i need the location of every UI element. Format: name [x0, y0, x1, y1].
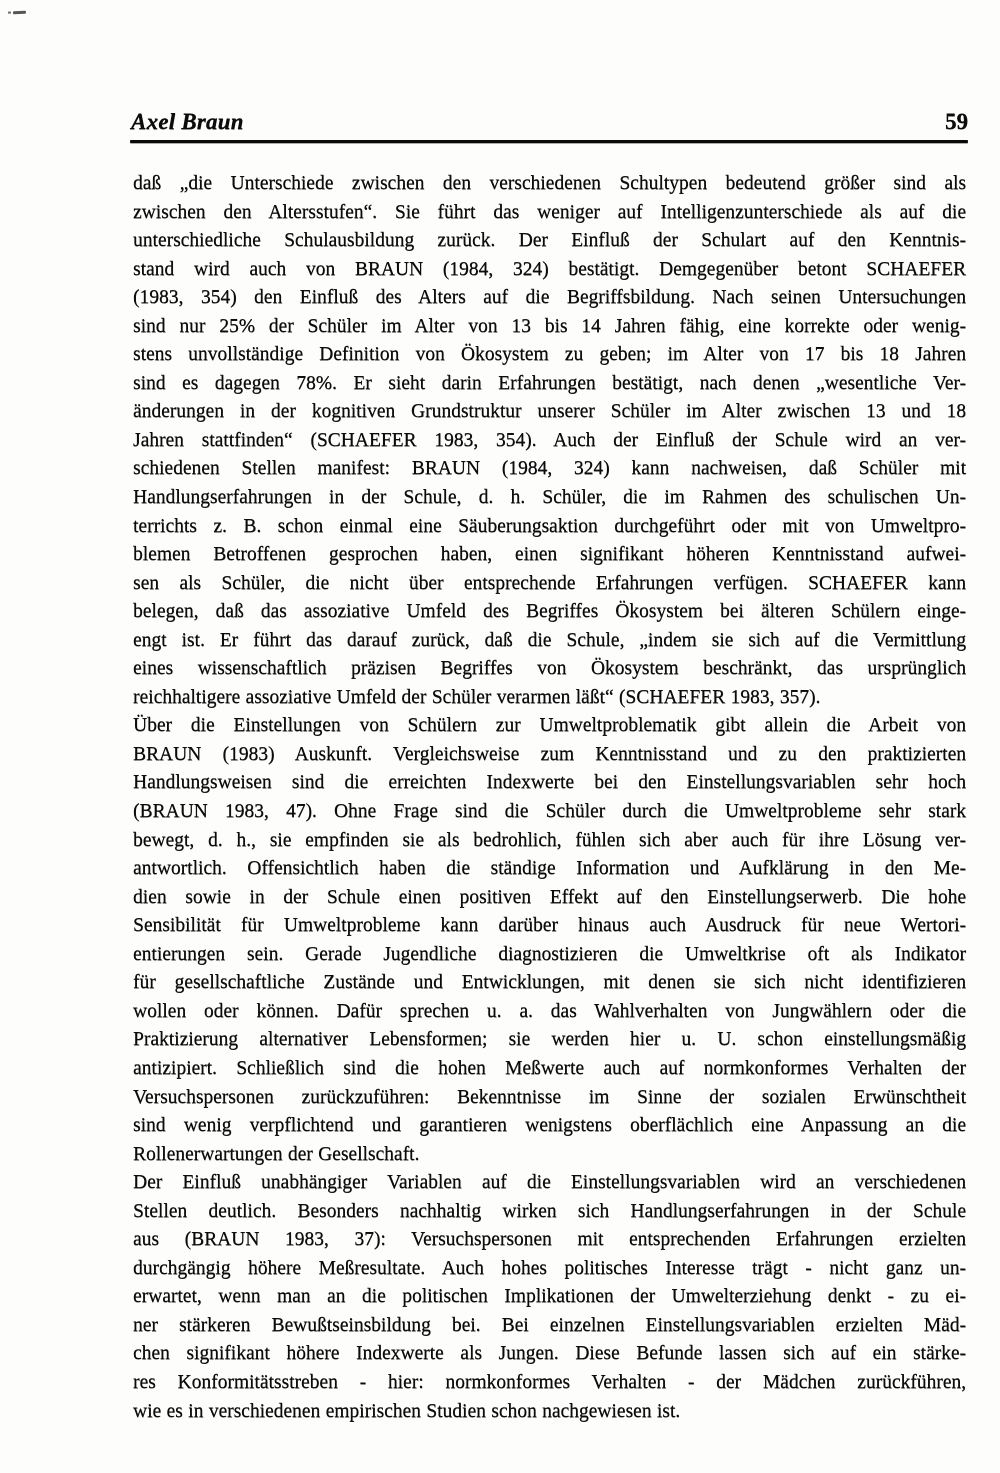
- page-number: 59: [945, 109, 968, 134]
- text-line: sind wenig verpflichtend und garantieren wenigstens oberflächlich eine Anpassung an die: [133, 1115, 966, 1137]
- text-line: dien sowie in der Schule einen positiven Effekt auf den Einstellungserwerb. Die hohe: [133, 886, 966, 908]
- text-line: stand wird auch von BRAUN (1984, 324) bestätigt. Demgegenüber betont SCHAEFER: [133, 258, 966, 280]
- text-line: antwortlich. Offensichtlich haben die ständige Information und Aufklärung in den Me-: [133, 858, 966, 880]
- text-line: Rollenerwartungen der Gesellschaft.: [133, 1143, 420, 1165]
- text-line: (1983, 354) den Einfluß des Alters auf die Begriffsbildung. Nach seinen Untersuchungen: [133, 287, 966, 309]
- text-line: blemen Betroffenen gesprochen haben, einen signifikant höheren Kenntnisstand aufwei-: [133, 544, 966, 566]
- text-line: (BRAUN 1983, 47). Ohne Frage sind die Schüler durch die Umweltprobleme sehr stark: [133, 801, 966, 823]
- text-line: Sensibilität für Umweltprobleme kann darüber hinaus auch Ausdruck für neue Wertori-: [133, 915, 966, 937]
- text-line: Handlungserfahrungen in der Schule, d. h. Schüler, die im Rahmen des schulischen Un-: [133, 487, 966, 509]
- text-line: terrichts z. B. schon einmal eine Säuberungsaktion durchgeführt oder mit von Umweltpro-: [133, 515, 966, 537]
- text-line: bewegt, d. h., sie empfinden sie als bedrohlich, fühlen sich aber auch für ihre Lösung ver-: [133, 829, 966, 851]
- text-line: BRAUN (1983) Auskunft. Vergleichsweise zum Kenntnisstand und zu den praktizierten: [133, 743, 966, 765]
- text-line: Über die Einstellungen von Schülern zur Umweltproblematik gibt allein die Arbeit von: [133, 715, 966, 737]
- text-line: änderungen in der kognitiven Grundstruktur unserer Schüler im Alter zwischen 13 und 18: [133, 401, 966, 423]
- text-line: durchgängig höhere Meßresultate. Auch hohes politisches Interesse trägt - nicht ganz un-: [133, 1257, 966, 1279]
- text-line: sen als Schüler, die nicht über entsprechende Erfahrungen verfügen. SCHAEFER kann: [133, 572, 966, 594]
- text-line: erwartet, wenn man an die politischen Implikationen der Umwelterziehung denkt - zu ei-: [133, 1286, 966, 1308]
- text-line: wollen oder können. Dafür sprechen u. a. das Wahlverhalten von Jungwählern oder die: [133, 1000, 966, 1022]
- text-line: für gesellschaftliche Zustände und Entwicklungen, mit denen sie sich nicht identifizieren: [133, 972, 966, 994]
- text-line: Stellen deutlich. Besonders nachhaltig wirken sich Handlungserfahrungen in der Schule: [133, 1200, 966, 1222]
- running-header-author: Axel Braun: [131, 109, 244, 134]
- text-line: sind nur 25% der Schüler im Alter von 13 bis 14 Jahren fähig, eine korrekte oder wenig-: [133, 315, 966, 337]
- text-line: sind es dagegen 78%. Er sieht darin Erfahrungen bestätigt, nach denen „wesentliche Ver-: [133, 372, 966, 394]
- text-line: Versuchspersonen zurückzuführen: Bekenntnisse im Sinne der sozialen Erwünschtheit: [133, 1086, 966, 1108]
- text-line: stens unvollständige Definition von Ökosystem zu geben; im Alter von 17 bis 18 Jahren: [133, 344, 966, 366]
- text-line: belegen, daß das assoziative Umfeld des Begriffes Ökosystem bei älteren Schülern einge-: [133, 601, 966, 623]
- text-line: unterschiedliche Schulausbildung zurück. Der Einfluß der Schulart auf den Kenntnis-: [133, 230, 966, 252]
- text-line: wie es in verschiedenen empirischen Studien schon nachgewiesen ist.: [133, 1400, 681, 1422]
- scan-artifact-mark: [13, 11, 26, 15]
- running-header: [131, 109, 968, 135]
- header-rule: [130, 140, 968, 143]
- text-line: antizipiert. Schließlich sind die hohen Meßwerte auch auf normkonformes Verhalten der: [133, 1057, 966, 1079]
- text-line: Handlungsweisen sind die erreichten Indexwerte bei den Einstellungsvariablen sehr hoch: [133, 772, 966, 794]
- text-line: reichhaltigere assoziative Umfeld der Schüler verarmen läßt“ (SCHAEFER 1983, 357).: [133, 686, 821, 708]
- text-line: Praktizierung alternativer Lebensformen; sie werden hier u. U. schon einstellungsmäßig: [133, 1029, 966, 1051]
- text-line: aus (BRAUN 1983, 37): Versuchspersonen mit entsprechenden Erfahrungen erzielten: [133, 1229, 966, 1251]
- text-line: Jahren stattfinden“ (SCHAEFER 1983, 354). Auch der Einfluß der Schule wird an ver-: [133, 429, 966, 451]
- text-line: schiedenen Stellen manifest: BRAUN (1984, 324) kann nachweisen, daß Schüler mit: [133, 458, 966, 480]
- body-text: [133, 170, 966, 1426]
- text-line: entierungen sein. Gerade Jugendliche diagnostizieren die Umweltkrise oft als Indikator: [133, 943, 966, 965]
- text-line: Der Einfluß unabhängiger Variablen auf die Einstellungsvariablen wird an verschiedenen: [133, 1172, 966, 1194]
- text-line: ner stärkeren Bewußtseinsbildung bei. Bei einzelnen Einstellungsvariablen erzielten Mäd-: [133, 1314, 966, 1336]
- text-line: zwischen den Altersstufen“. Sie führt das weniger auf Intelligenzunterschiede als auf die: [133, 201, 966, 223]
- text-line: eines wissenschaftlich präzisen Begriffes von Ökosystem beschränkt, das ursprünglich: [133, 658, 966, 680]
- text-line: engt ist. Er führt das darauf zurück, daß die Schule, „indem sie sich auf die Vermittlung: [133, 629, 966, 651]
- text-line: daß „die Unterschiede zwischen den verschiedenen Schultypen bedeutend größer sind als: [133, 173, 966, 194]
- text-line: res Konformitätsstreben - hier: normkonformes Verhalten - der Mädchen zurückführen,: [133, 1371, 966, 1393]
- text-line: chen signifikant höhere Indexwerte als Jungen. Diese Befunde lassen sich auf ein stärke-: [133, 1343, 966, 1365]
